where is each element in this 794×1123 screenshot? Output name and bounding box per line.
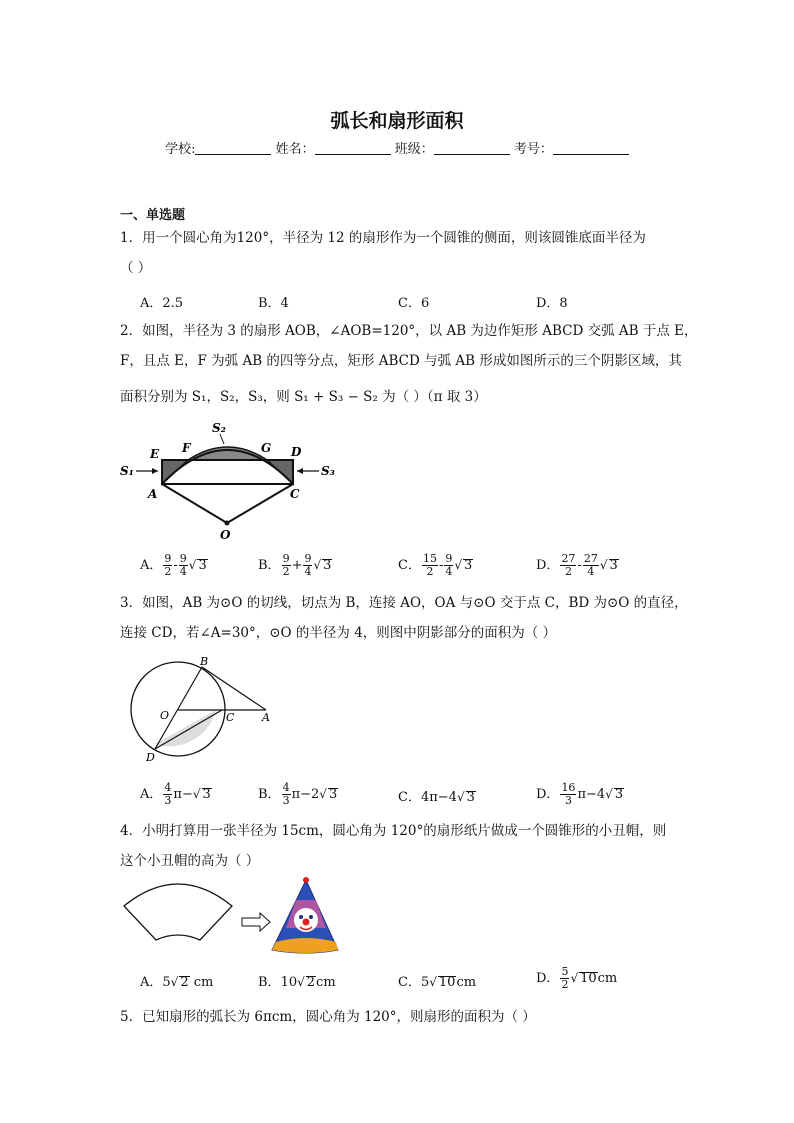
q3-label-o: O [160, 709, 170, 722]
q3-text-line2: 连接 CD，若∠A=30°，⊙O 的半径为 4，则图中阴影部分的面积为（ ） [120, 625, 557, 641]
q2-figure [116, 420, 346, 545]
exam-no-label: 考号： [513, 142, 553, 157]
q2-arrowhead-s1 [152, 468, 158, 474]
q2-label-g: G [261, 441, 272, 455]
q2-option-b: B． $\frac{9}{2}$ + $\frac{9}{4}$ √ 3 [258, 552, 332, 578]
q3-tangent-ab [202, 667, 266, 710]
q2-option-a: A． $\frac{9}{2}$ - $\frac{9}{4}$ √ 3 [140, 552, 207, 578]
q2-label-f: F [182, 441, 191, 455]
q3-figure [122, 652, 282, 767]
q1-option-a: A．2.5 [140, 296, 184, 311]
q2-option-d: D． $\frac{27}{2}$ - $\frac{27}{4}$ √ 3 [536, 552, 618, 578]
q2-option-c: C． $\frac{15}{2}$ - $\frac{9}{4}$ √ 3 [398, 552, 473, 578]
q2-text-line3: 面积分别为 S₁，S₂，S₃，则 S₁ + S₃ − S₂ 为（ ）（π 取 3） [120, 389, 487, 405]
name-label: 姓名： [275, 142, 315, 157]
q2-label-d: D [291, 445, 302, 459]
q2-label-e: E [150, 447, 160, 461]
q3-option-a: A． $\frac{4}{3}$ π−√ 3 [140, 781, 211, 807]
q3-option-b: B． $\frac{4}{3}$ π−2√ 3 [258, 781, 338, 807]
q1-option-c: C．6 [398, 296, 430, 311]
q1-option-d: D．8 [536, 296, 568, 311]
q4-figure [120, 876, 350, 956]
q2-text-line1: 2．如图，半径为 3 的扇形 AOB，∠AOB=120°，以 AB 为边作矩形 ABCD 交弧 AB 于点 E， [120, 323, 698, 339]
q5-text-line1: 5．已知扇形的弧长为 6πcm，圆心角为 120°，则扇形的面积为（ ） [120, 1009, 536, 1025]
student-info-line [0, 138, 794, 157]
q3-label-d: D [146, 751, 155, 764]
q4-clown-eye-right [309, 915, 313, 919]
q1-option-b: B．4 [258, 296, 289, 311]
q3-option-c: C．4π−4√ 3 [398, 790, 475, 805]
q2-text-line2: F，且点 E，F 为弧 AB 的四等分点，矩形 ABCD 与弧 AB 形成如图所示的三个阴影区域，其 [120, 353, 682, 369]
q4-clown-eye-left [299, 915, 303, 919]
q2-radius-oa [162, 484, 227, 523]
q3-text-line1: 3．如图，AB 为⊙O 的切线，切点为 B，连接 AO，OA 与⊙O 交于点 C，BD 为⊙O 的直径， [120, 595, 688, 611]
q4-sector-paper [124, 884, 232, 940]
q4-option-d: D． $\frac{5}{2}$ √ 10cm [536, 965, 618, 991]
q2-label-s2: S₂ [212, 421, 226, 435]
q4-option-a: A．5√ 2 cm [140, 975, 214, 990]
name-blank [315, 142, 391, 155]
q4-text-line1: 4．小明打算用一张半径为 15cm，圆心角为 120°的扇形纸片做成一个圆锥形的小丑帽，则 [120, 823, 667, 839]
school-blank [195, 142, 271, 155]
q4-clown-nose [303, 919, 310, 926]
q4-hat-pompom [303, 877, 309, 883]
section-heading: 一、单选题 [120, 208, 186, 223]
page-title: 弧长和扇形面积 [330, 110, 464, 132]
q4-option-c: C．5√ 10cm [398, 975, 477, 990]
q2-label-s1: S₁ [120, 464, 134, 478]
q2-label-a: A [148, 487, 158, 501]
q3-label-a: A [262, 711, 270, 724]
q3-label-c: C [226, 711, 235, 724]
exam-no-blank [553, 142, 629, 155]
q2-label-o: O [220, 528, 231, 542]
q2-label-c: C [290, 487, 300, 501]
q4-option-b: B．10√ 2cm [258, 975, 336, 990]
class-label: 班级： [394, 142, 434, 157]
q2-s2-region [188, 447, 267, 460]
q2-arrowhead-s3 [297, 468, 303, 474]
class-blank [434, 142, 510, 155]
q2-radius-oc [227, 484, 293, 523]
q3-label-b: B [200, 655, 209, 668]
q2-label-s3: S₃ [321, 464, 335, 478]
q2-center-point [225, 521, 230, 526]
q3-option-d: D． $\frac{16}{3}$ π−4√ 3 [536, 781, 624, 807]
q4-text-line2: 这个小丑帽的高为（ ） [120, 853, 260, 869]
q4-arrow-icon [242, 913, 270, 931]
q2-pointer-s2 [220, 434, 224, 444]
q1-text-line2: （ ） [120, 260, 152, 276]
q1-text-line1: 1．用一个圆心角为120°，半径为 12 的扇形作为一个圆锥的侧面，则该圆锥底面半径为 [120, 230, 646, 246]
school-label: 学校: [165, 142, 196, 157]
